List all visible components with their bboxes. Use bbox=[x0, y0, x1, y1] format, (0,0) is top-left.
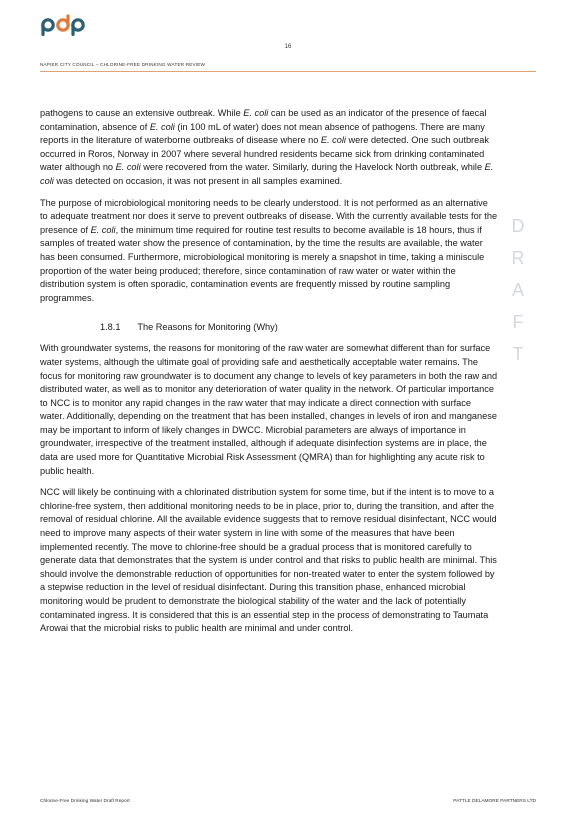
header-rule bbox=[40, 71, 536, 72]
section-number: 1.8.1 bbox=[100, 322, 121, 333]
paragraph: With groundwater systems, the reasons for monitoring of the raw water are somewhat different than for surface water systems, although the ultimate goal of providing safe and aesthetically acceptable water remains. The focus for monitoring raw groundwater is to document any change to levels of key parameters in both the raw and distributed water, as well as to monitor any deterioration of water quality in the network. Of particular importance to NCC is to monitor any rapid changes in the raw water that may indicate a direct connection with surface water. Additionally, depending on the treatment that has been installed, changes in levels of iron and manganese may be important to inform of likely changes in DWCC. Microbial parameters are always of importance in groundwater, irrespective of the treatment installed, although if adequate disinfection systems are in place, the data are used more for Quantitative Microbial Risk Assessment (QMRA) than for highlighting any acute risk to public health. bbox=[40, 343, 498, 476]
paragraph: The purpose of microbiological monitoring needs to be clearly understood. It is not performed as an alternative to adequate treatment nor does it serve to prevent outbreaks of disease. With the currently available tests for the presence of E. coli, the minimum time required for routine test results to become available is 18 hours, thus if samples of treated water show the presence of contamination, by the time the results are available, the water has been consumed. Furthermore, microbiological monitoring is merely a snapshot in time, taking a miniscule proportion of the water being produced; therefore, since contamination of raw water or water within the distribution system is often sporadic, contamination events are frequently missed by routine sampling programmes. bbox=[40, 197, 498, 303]
footer-report-title: Chlorine-Free Drinking Water Draft Report bbox=[40, 799, 130, 804]
watermark-letter: F bbox=[512, 312, 524, 332]
italic-term: E. coli bbox=[40, 162, 494, 186]
italic-term: E. coli bbox=[320, 135, 346, 146]
italic-term: E. coli bbox=[149, 121, 175, 132]
page-number: 16 bbox=[284, 44, 292, 50]
italic-term: E. coli bbox=[115, 162, 141, 173]
watermark-letter: R bbox=[511, 248, 525, 268]
section-title: The Reasons for Monitoring (Why) bbox=[137, 322, 278, 333]
draft-watermark bbox=[508, 210, 528, 370]
italic-term: E. coli bbox=[243, 108, 269, 118]
watermark-letter: T bbox=[512, 344, 524, 364]
document-body bbox=[40, 107, 498, 644]
footer-company: PATTLE DELAMORE PARTNERS LTD bbox=[453, 799, 536, 804]
watermark-letter: A bbox=[511, 280, 524, 300]
italic-term: E. coli bbox=[90, 224, 116, 235]
running-header: NAPIER CITY COUNCIL – CHLORINE-FREE DRINKING WATER REVIEW bbox=[40, 62, 206, 67]
pdp-logo bbox=[40, 14, 86, 36]
paragraph: pathogens to cause an extensive outbreak. While E. coli can be used as an indicator of the presence of faecal contamination, absence of E. coli (in 100 mL of water) does not mean absence of pathogens. There are many reports in the literature of waterborne outbreaks of disease where no E. coli were detected. One such outbreak occurred in Roros, Norway in 2007 where several hundred residents became sick from drinking contaminated water although no E. coli were recovered from the water. Similarly, during the Havelock North outbreak, while E. coli was detected on occasion, it was not present in all samples examined. bbox=[40, 108, 494, 186]
paragraph: NCC will likely be continuing with a chlorinated distribution system for some time, but if the intent is to move to a chlorine-free system, then additional monitoring needs to be in place, prior to, during the transition, and after the removal of residual chlorine. All the available evidence suggests that to remove residual disinfectant, NCC would need to improve many aspects of their water system in line with some of the measures that have been implemented recently. The move to chlorine-free should be a gradual process that is monitored carefully to generate data that demonstrates that the system is under control and that risks to public health are minimal. This should involve the demonstrable reduction of opportunities for non-treated water to enter the system followed by a stepwise reduction in the level of residual disinfectant. During this transition phase, enhanced microbial monitoring would be prudent to demonstrate the biological stability of the water and the lack of potentially contaminated ingress. It is considered that this is an essential step in the process of demonstrating to Taumata Arowai that the microbial risks to public health are minimal and under control. bbox=[40, 487, 497, 634]
watermark-letter: D bbox=[511, 216, 525, 236]
section-heading bbox=[100, 321, 498, 334]
